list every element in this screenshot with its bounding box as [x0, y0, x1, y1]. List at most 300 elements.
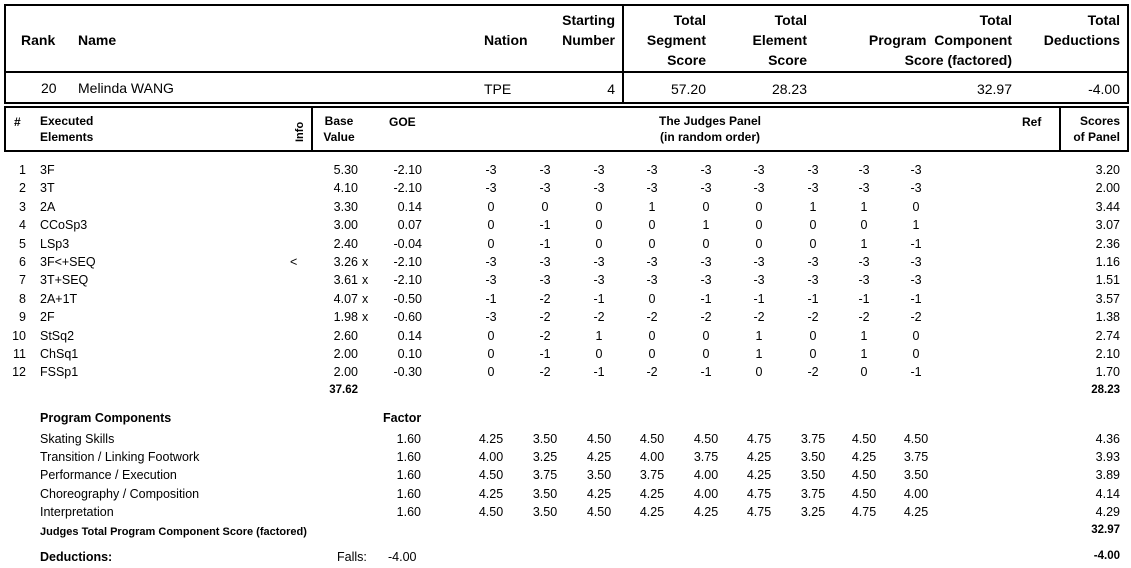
component-judge-score: 4.25	[586, 450, 612, 465]
judge-score: -3	[807, 181, 819, 196]
component-judge-score: 3.75	[800, 486, 826, 501]
element-name: CCoSp3	[40, 218, 88, 233]
element-row	[0, 328, 1131, 346]
element-goe: -0.30	[393, 365, 422, 380]
element-number: 2	[19, 181, 26, 196]
judge-score: 0	[648, 291, 656, 306]
element-row	[0, 217, 1131, 235]
col-number-label: #	[14, 115, 21, 129]
judge-score: -2	[807, 365, 819, 380]
judge-score: 0	[702, 199, 710, 214]
skater-pcs: 32.97	[976, 81, 1012, 97]
starting-number-label-line1: Starting	[562, 12, 615, 28]
judge-score: 0	[755, 218, 763, 233]
judge-score: 0	[702, 347, 710, 361]
component-judge-score: 3.50	[800, 450, 826, 465]
component-judge-score: 3.50	[800, 468, 826, 483]
judge-score: 0	[595, 347, 603, 361]
skater-deductions: -4.00	[1088, 81, 1120, 97]
judge-score: -2	[646, 310, 658, 325]
component-judge-score: 4.25	[639, 504, 665, 519]
judge-score: -3	[858, 181, 870, 196]
tss-label-line2: Segment	[646, 32, 706, 48]
judge-score: -2	[539, 328, 551, 343]
elements-header-vline-right	[1059, 106, 1061, 152]
component-panel-score: 4.14	[1095, 486, 1120, 501]
pcs-total-value: 32.97	[1091, 524, 1120, 536]
judge-score: -2	[700, 310, 712, 325]
component-panel-score: 4.29	[1095, 504, 1120, 519]
col-scores-line2: of Panel	[1073, 130, 1120, 144]
judge-score: 0	[860, 218, 868, 233]
judge-score: -2	[910, 310, 922, 325]
pcs-label	[850, 10, 1012, 70]
judge-score: 0	[648, 236, 656, 251]
col-executed-line2: Elements	[40, 130, 94, 144]
judge-score: 0	[541, 199, 549, 214]
component-judge-score: 3.50	[532, 432, 558, 446]
judge-score: -1	[593, 291, 605, 306]
judge-score: -3	[539, 181, 551, 196]
col-scores-label	[1062, 113, 1120, 145]
judge-score: -1	[700, 291, 712, 306]
element-goe: 0.07	[397, 218, 422, 233]
judge-score: 0	[809, 328, 817, 343]
element-panel-score: 2.00	[1095, 181, 1120, 196]
judge-score: -3	[807, 255, 819, 269]
component-judge-score: 3.75	[800, 432, 826, 446]
skater-tes: 28.23	[771, 81, 807, 97]
judge-score: -3	[593, 163, 605, 177]
component-panel-score: 3.93	[1095, 450, 1120, 465]
skater-rank: 20	[41, 80, 57, 96]
judge-score: 0	[755, 199, 763, 214]
component-judge-score: 4.50	[478, 468, 504, 483]
judge-score: 0	[860, 365, 868, 380]
element-panel-score: 3.57	[1095, 291, 1120, 306]
element-row	[0, 236, 1131, 254]
element-name: LSp3	[40, 236, 70, 251]
element-name: 3T	[40, 181, 55, 196]
element-base-value: 3.00	[333, 218, 358, 233]
element-row	[0, 346, 1131, 364]
judge-score: -3	[593, 181, 605, 196]
judge-score: 1	[809, 199, 817, 214]
element-goe: -2.10	[393, 163, 422, 177]
element-name: 2F	[40, 310, 55, 325]
judge-score: -3	[485, 163, 497, 177]
element-panel-score: 3.07	[1095, 218, 1120, 233]
element-panel-score: 1.70	[1095, 365, 1120, 380]
component-panel-score: 4.36	[1095, 432, 1120, 446]
element-base-value: 3.26	[333, 255, 358, 269]
judge-score: 1	[755, 328, 763, 343]
nation-label: Nation	[484, 32, 528, 48]
judge-score: 0	[912, 347, 920, 361]
judge-score: -3	[753, 181, 765, 196]
component-name: Transition / Linking Footwork	[40, 450, 200, 465]
judge-score: -3	[807, 273, 819, 288]
component-judge-score: 4.25	[693, 504, 719, 519]
element-panel-score: 2.10	[1095, 347, 1120, 361]
judge-score: 0	[595, 218, 603, 233]
component-factor: 1.60	[396, 486, 421, 501]
component-judge-score: 4.50	[639, 432, 665, 446]
col-executed-line1: Executed	[40, 114, 94, 128]
element-x-marker: x	[362, 273, 369, 288]
judge-score: 0	[648, 328, 656, 343]
col-executed-label	[40, 113, 93, 145]
component-judge-score: 4.25	[478, 432, 504, 446]
component-judge-score: 3.75	[532, 468, 558, 483]
judge-score: 0	[702, 328, 710, 343]
falls-value: -4.00	[388, 550, 417, 564]
col-panel-label	[610, 113, 810, 145]
component-judge-score: 4.00	[478, 450, 504, 465]
col-base-label	[318, 113, 360, 145]
judge-score: 0	[487, 328, 495, 343]
judge-score: -1	[807, 291, 819, 306]
element-panel-score: 2.74	[1095, 328, 1120, 343]
judge-score: 1	[860, 347, 868, 361]
judge-score: 1	[755, 347, 763, 361]
elements-header-vline-left	[311, 106, 313, 152]
deductions-total: -4.00	[1093, 550, 1120, 562]
judge-score: -1	[910, 291, 922, 306]
element-panel-score: 3.20	[1095, 163, 1120, 177]
element-goe: 0.14	[397, 199, 422, 214]
component-judge-score: 4.50	[903, 432, 929, 446]
judge-score: -3	[910, 273, 922, 288]
col-ref-label: Ref	[1022, 115, 1042, 129]
component-row	[0, 431, 1131, 449]
judge-score: -3	[646, 181, 658, 196]
element-number: 6	[19, 255, 26, 269]
element-panel-score: 1.38	[1095, 310, 1120, 325]
judge-score: -3	[910, 255, 922, 269]
judge-score: -2	[539, 310, 551, 325]
pcs-label-line2: Program Component	[868, 32, 1012, 48]
judge-score: 0	[755, 365, 763, 380]
judge-score: 0	[809, 347, 817, 361]
skater-tss: 57.20	[670, 81, 706, 97]
component-judge-score: 4.00	[903, 486, 929, 501]
col-panel-line2: (in random order)	[659, 130, 760, 144]
element-base-value: 2.60	[333, 328, 358, 343]
element-goe: -2.10	[393, 181, 422, 196]
judge-score: -3	[910, 181, 922, 196]
judge-score: 0	[487, 365, 495, 380]
col-info-label: Info	[294, 121, 306, 142]
judge-score: 0	[487, 218, 495, 233]
tes-label	[730, 10, 807, 70]
component-judge-score: 4.75	[851, 504, 877, 519]
col-goe-label: GOE	[389, 115, 416, 129]
component-judge-score: 4.00	[639, 450, 665, 465]
component-judge-score: 3.50	[532, 486, 558, 501]
judge-score: 0	[648, 347, 656, 361]
judge-score: -1	[910, 236, 922, 251]
judge-score: -3	[700, 255, 712, 269]
judge-score: -3	[539, 255, 551, 269]
element-row	[0, 291, 1131, 309]
judge-score: 0	[912, 199, 920, 214]
header-divider	[4, 71, 1129, 73]
element-number: 5	[19, 236, 26, 251]
judge-score: -2	[646, 365, 658, 380]
deductions-label	[1030, 10, 1120, 50]
component-judge-score: 4.00	[693, 468, 719, 483]
judge-score: -3	[593, 273, 605, 288]
element-number: 3	[19, 199, 26, 214]
judge-score: -1	[485, 291, 497, 306]
component-judge-score: 4.25	[903, 504, 929, 519]
starting-number-label	[540, 10, 615, 50]
component-name: Performance / Execution	[40, 468, 177, 483]
judge-score: 1	[860, 199, 868, 214]
element-row	[0, 272, 1131, 290]
judge-score: -3	[858, 163, 870, 177]
element-row	[0, 254, 1131, 272]
component-judge-score: 3.50	[586, 468, 612, 483]
pcs-label-line3: Score (factored)	[904, 52, 1012, 68]
judge-score: -1	[700, 365, 712, 380]
skater-nation: TPE	[484, 81, 512, 97]
element-x-marker: x	[362, 255, 369, 269]
element-number: 9	[19, 310, 26, 325]
tss-label-line3: Score	[667, 52, 706, 68]
judge-score: -3	[485, 181, 497, 196]
element-goe: -2.10	[393, 255, 422, 269]
judge-score: 0	[595, 236, 603, 251]
component-judge-score: 4.25	[639, 486, 665, 501]
rank-label: Rank	[21, 32, 56, 48]
judge-score: -1	[539, 218, 551, 233]
judge-score: 0	[487, 347, 495, 361]
judge-score: 0	[702, 236, 710, 251]
element-number: 8	[19, 291, 26, 306]
element-panel-score: 3.44	[1095, 199, 1120, 214]
element-goe: -0.60	[393, 310, 422, 325]
element-info: <	[290, 255, 298, 269]
element-row	[0, 180, 1131, 198]
element-panel-score: 1.16	[1095, 255, 1120, 269]
judge-score: -2	[539, 291, 551, 306]
judge-score: -3	[485, 273, 497, 288]
component-judge-score: 4.50	[851, 432, 877, 446]
tss-label	[630, 10, 706, 70]
judge-score: -2	[593, 310, 605, 325]
judge-score: -3	[646, 163, 658, 177]
component-judge-score: 4.25	[478, 486, 504, 501]
component-judge-score: 4.25	[586, 486, 612, 501]
component-factor: 1.60	[396, 504, 421, 519]
component-row	[0, 467, 1131, 485]
judge-score: 0	[912, 328, 920, 343]
judge-score: 1	[648, 199, 656, 214]
judge-score: -3	[539, 273, 551, 288]
component-judge-score: 3.75	[639, 468, 665, 483]
element-panel-score: 2.36	[1095, 236, 1120, 251]
judge-score: -3	[910, 163, 922, 177]
element-name: StSq2	[40, 328, 75, 343]
judge-score: -3	[646, 273, 658, 288]
judge-score: 0	[809, 218, 817, 233]
element-base-value: 2.00	[333, 365, 358, 380]
judge-score: -3	[593, 255, 605, 269]
name-label: Name	[78, 32, 117, 48]
element-base-value: 3.61	[333, 273, 358, 288]
pcs-total-label: Judges Total Program Component Score (factored)	[40, 526, 307, 538]
component-judge-score: 3.50	[532, 504, 558, 519]
element-row	[0, 309, 1131, 327]
judge-score: -3	[539, 163, 551, 177]
element-name: 2A	[40, 199, 56, 214]
element-goe: 0.10	[397, 347, 422, 361]
elements-header-box	[4, 106, 1129, 152]
judge-score: -1	[858, 291, 870, 306]
judge-score: -2	[807, 310, 819, 325]
component-judge-score: 4.25	[851, 450, 877, 465]
element-name: 3F	[40, 163, 55, 177]
element-name: ChSq1	[40, 347, 79, 361]
element-goe: -0.04	[393, 236, 422, 251]
element-row	[0, 199, 1131, 217]
starting-number-label-line2: Number	[562, 32, 615, 48]
component-judge-score: 4.50	[851, 468, 877, 483]
element-row	[0, 162, 1131, 180]
col-base-line1: Base	[324, 114, 354, 128]
element-panel-score: 1.51	[1095, 273, 1120, 288]
element-name: 3F<+SEQ	[40, 255, 96, 269]
tes-label-line3: Score	[768, 52, 807, 68]
skater-starting-number: 4	[607, 81, 615, 97]
component-judge-score: 4.50	[851, 486, 877, 501]
deductions-label-line1: Total	[1087, 12, 1120, 28]
component-judge-score: 4.50	[586, 432, 612, 446]
element-goe: -2.10	[393, 273, 422, 288]
judge-score: 1	[702, 218, 710, 233]
component-factor: 1.60	[396, 468, 421, 483]
judge-score: 1	[912, 218, 920, 233]
judge-score: -1	[593, 365, 605, 380]
judge-score: -3	[700, 273, 712, 288]
element-goe: -0.50	[393, 291, 422, 306]
component-name: Choreography / Composition	[40, 486, 200, 501]
judge-score: 0	[487, 199, 495, 214]
judge-score: 0	[595, 199, 603, 214]
component-judge-score: 3.50	[903, 468, 929, 483]
judge-score: 1	[595, 328, 603, 343]
judge-score: 0	[648, 218, 656, 233]
skater-name: Melinda WANG	[78, 80, 174, 96]
component-judge-score: 4.75	[746, 432, 772, 446]
header-vline	[622, 4, 624, 104]
element-base-value: 2.40	[333, 236, 358, 251]
element-number: 11	[13, 347, 26, 361]
element-x-marker: x	[362, 291, 369, 306]
component-factor: 1.60	[396, 432, 421, 446]
component-factor: 1.60	[396, 450, 421, 465]
element-goe: 0.14	[397, 328, 422, 343]
element-number: 7	[19, 273, 26, 288]
component-judge-score: 4.50	[693, 432, 719, 446]
judge-score: -2	[539, 365, 551, 380]
deductions-label-line2: Deductions	[1043, 32, 1120, 48]
element-number: 4	[19, 218, 26, 233]
component-row	[0, 449, 1131, 467]
judge-score: -1	[910, 365, 922, 380]
component-judge-score: 3.25	[800, 504, 826, 519]
component-judge-score: 4.25	[746, 450, 772, 465]
elements-score-total: 28.23	[1091, 384, 1120, 396]
judge-score: -3	[807, 163, 819, 177]
judge-score: -1	[539, 347, 551, 361]
element-number: 12	[12, 365, 26, 380]
tes-label-line2: Element	[752, 32, 807, 48]
component-judge-score: 4.75	[746, 504, 772, 519]
element-base-value: 1.98	[333, 310, 358, 325]
element-name: 3T+SEQ	[40, 273, 89, 288]
component-judge-score: 3.25	[532, 450, 558, 465]
judge-score: -2	[753, 310, 765, 325]
element-x-marker: x	[362, 310, 369, 325]
element-base-value: 2.00	[333, 347, 358, 361]
judge-score: -3	[753, 273, 765, 288]
judge-score: -3	[485, 255, 497, 269]
element-base-value: 5.30	[333, 163, 358, 177]
judge-score: 0	[809, 236, 817, 251]
deductions-row-label: Deductions:	[40, 550, 113, 564]
judge-score: -3	[753, 255, 765, 269]
element-name: FSSp1	[40, 365, 79, 380]
factor-label: Factor	[383, 411, 422, 425]
base-value-total: 37.62	[329, 384, 358, 396]
judge-score: -3	[485, 310, 497, 325]
judge-score: 1	[860, 328, 868, 343]
judge-score: -1	[753, 291, 765, 306]
component-judge-score: 3.75	[903, 450, 929, 465]
judge-score: -2	[858, 310, 870, 325]
program-components-title: Program Components	[40, 411, 172, 425]
judge-score: 0	[755, 236, 763, 251]
judge-score: -1	[539, 236, 551, 251]
falls-label: Falls:	[337, 550, 367, 564]
judge-score: -3	[753, 163, 765, 177]
component-judge-score: 4.00	[693, 486, 719, 501]
judge-score: -3	[858, 273, 870, 288]
component-panel-score: 3.89	[1095, 468, 1120, 483]
element-base-value: 3.30	[333, 199, 358, 214]
tss-label-line1: Total	[673, 12, 706, 28]
component-name: Interpretation	[40, 504, 114, 519]
component-row	[0, 504, 1131, 522]
judge-score: 0	[487, 236, 495, 251]
component-judge-score: 4.25	[746, 468, 772, 483]
element-number: 10	[12, 328, 26, 343]
pcs-label-line1: Total	[979, 12, 1012, 28]
component-name: Skating Skills	[40, 432, 115, 446]
component-judge-score: 4.50	[478, 504, 504, 519]
component-judge-score: 4.50	[586, 504, 612, 519]
element-name: 2A+1T	[40, 291, 78, 306]
component-judge-score: 4.75	[746, 486, 772, 501]
element-row	[0, 364, 1131, 382]
tes-label-line1: Total	[774, 12, 807, 28]
col-scores-line1: Scores	[1079, 114, 1120, 128]
component-judge-score: 3.75	[693, 450, 719, 465]
judge-score: -3	[700, 181, 712, 196]
